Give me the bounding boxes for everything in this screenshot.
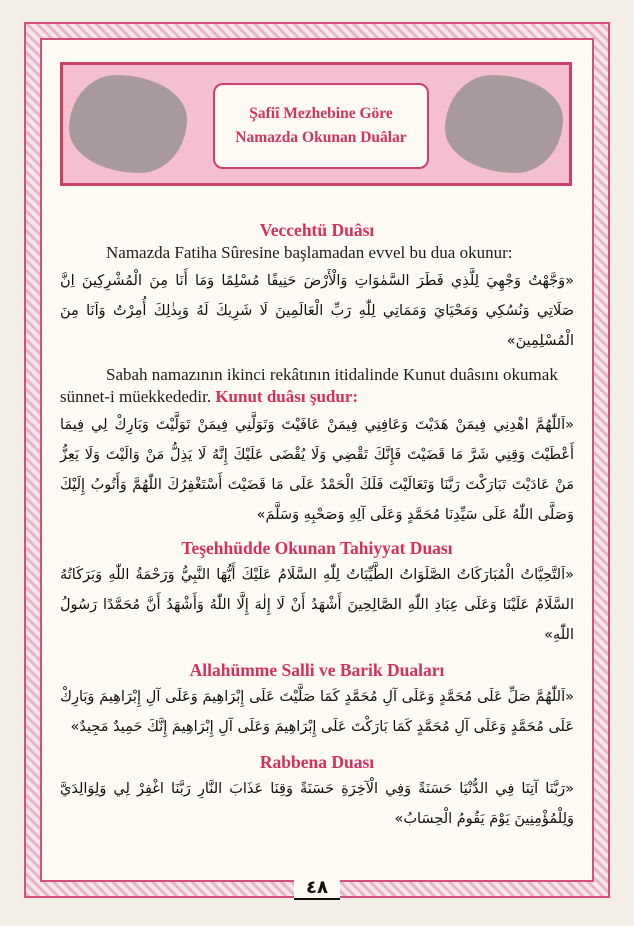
section-heading-salli: Allahümme Salli ve Barik Duaları <box>189 660 445 680</box>
vecceh-arabic: «وَجَّهْتُ وَجْهِيَ لِلَّذِي فَطَرَ السَّمٰوَاتِ وَالْأَرْضَ حَنِيفًا مُسْلِمًا وَمَا أَنَا مِنَ الْمُشْرِكِينَ اِنَّ صَلَاتِي وَنُسُكِي وَمَحْيَايَ وَمَمَاتِي لِلّٰهِ رَبِّ الْعَالَمِينَ لَا شَرِيكَ لَهُ وَبِذٰلِكَ أُمِرْتُ وَاَنَا مِنَ الْمُسْلِمِينَ» <box>60 273 574 349</box>
kunut-intro <box>60 364 574 408</box>
page-number: ٤٨ <box>294 877 340 900</box>
header-banner <box>60 62 572 186</box>
kunut-arabic: «اَللّٰهُمَّ اهْدِنِي فِيمَنْ هَدَيْتَ وَعَافِنِي فِيمَنْ عَافَيْتَ وَتَوَلَّنِي فِيمَنْ تَوَلَّيْتَ وَبَارِكْ لِي فِيمَا أَعْطَيْتَ وَقِنِي شَرَّ مَا قَضَيْتَ فَإِنَّكَ تَقْضِي وَلَا يُقْضَى عَلَيْكَ إِنَّهُ لَا يَذِلُّ مَنْ وَالَيْتَ وَلَا يَعِزُّ مَنْ عَادَيْتَ تَبَارَكْتَ رَبَّنَا وَتَعَالَيْتَ فَلَكَ الْحَمْدُ عَلَى مَا قَضَيْتَ أَسْتَغْفِرُكَ اللّٰهُمَّ وَأَتُوبُ إِلَيْكَ وَصَلَّى اللّٰهُ عَلَى سَيِّدِنَا مُحَمَّدٍ وَعَلَى آلِهِ وَصَحْبِهِ وَسَلَّمَ» <box>60 417 574 523</box>
section-heading-rabbena: Rabbena Duası <box>259 752 375 772</box>
page-title-line1: Şafiî Mezhebine Göre <box>249 105 393 122</box>
page-content <box>60 190 574 834</box>
title-panel <box>213 83 429 169</box>
floral-ornament-icon <box>445 75 563 173</box>
kunut-intro-text: Sabah namazının ikinci rekâtının itidalinde Kunut duâsını okumak sünnet-i müekkededir. <box>60 365 558 406</box>
section-heading-kunut: Kunut duâsı şudur: <box>215 387 359 406</box>
page-border-inner <box>40 38 594 882</box>
salli-arabic: «اَللّٰهُمَّ صَلِّ عَلَى مُحَمَّدٍ وَعَلَى آلِ مُحَمَّدٍ كَمَا صَلَّيْتَ عَلَى إِبْرَاهِيمَ وَعَلَى آلِ إِبْرَاهِيمَ وَبَارِكْ عَلَى مُحَمَّدٍ وَعَلَى آلِ مُحَمَّدٍ كَمَا بَارَكْتَ عَلَى إِبْرَاهِيمَ وَعَلَى آلِ إِبْرَاهِيمَ إِنَّكَ حَمِيدٌ مَجِيدٌ» <box>60 689 574 735</box>
page-number-container <box>26 877 608 900</box>
section-heading-vecceh: Veccehtü Duâsı <box>259 220 375 240</box>
page-title-line2: Namazda Okunan Duâlar <box>235 129 407 146</box>
floral-ornament-icon <box>69 75 187 173</box>
page-border-outer <box>24 22 610 898</box>
vecceh-intro: Namazda Fatiha Sûresine başlamadan evvel bu dua okunur: <box>106 243 513 262</box>
rabbena-arabic: «رَبَّنَا آتِنَا فِي الدُّنْيَا حَسَنَةً وَفِي الْآخِرَةِ حَسَنَةً وَقِنَا عَذَابَ النَّارِ رَبَّنَا اغْفِرْ لِي وَلِوَالِدَيَّ وَلِلْمُؤْمِنِينَ يَوْمَ يَقُومُ الْحِسَابُ» <box>60 781 574 827</box>
section-heading-tahiyyat: Teşehhüdde Okunan Tahiyyat Duası <box>181 538 453 558</box>
tahiyyat-arabic: «اَلتَّحِيَّاتُ الْمُبَارَكَاتُ الصَّلَوَاتُ الطَّيِّبَاتُ لِلّٰهِ السَّلَامُ عَلَيْكَ أَيُّهَا النَّبِيُّ وَرَحْمَةُ اللّٰهِ وَبَرَكَاتُهُ السَّلَامُ عَلَيْنَا وَعَلَى عِبَادِ اللّٰهِ الصَّالِحِينَ أَشْهَدُ أَنْ لَا إِلٰهَ إِلَّا اللّٰهُ وَأَشْهَدُ أَنَّ مُحَمَّدًا رَسُولُ اللّٰهِ» <box>60 567 574 643</box>
